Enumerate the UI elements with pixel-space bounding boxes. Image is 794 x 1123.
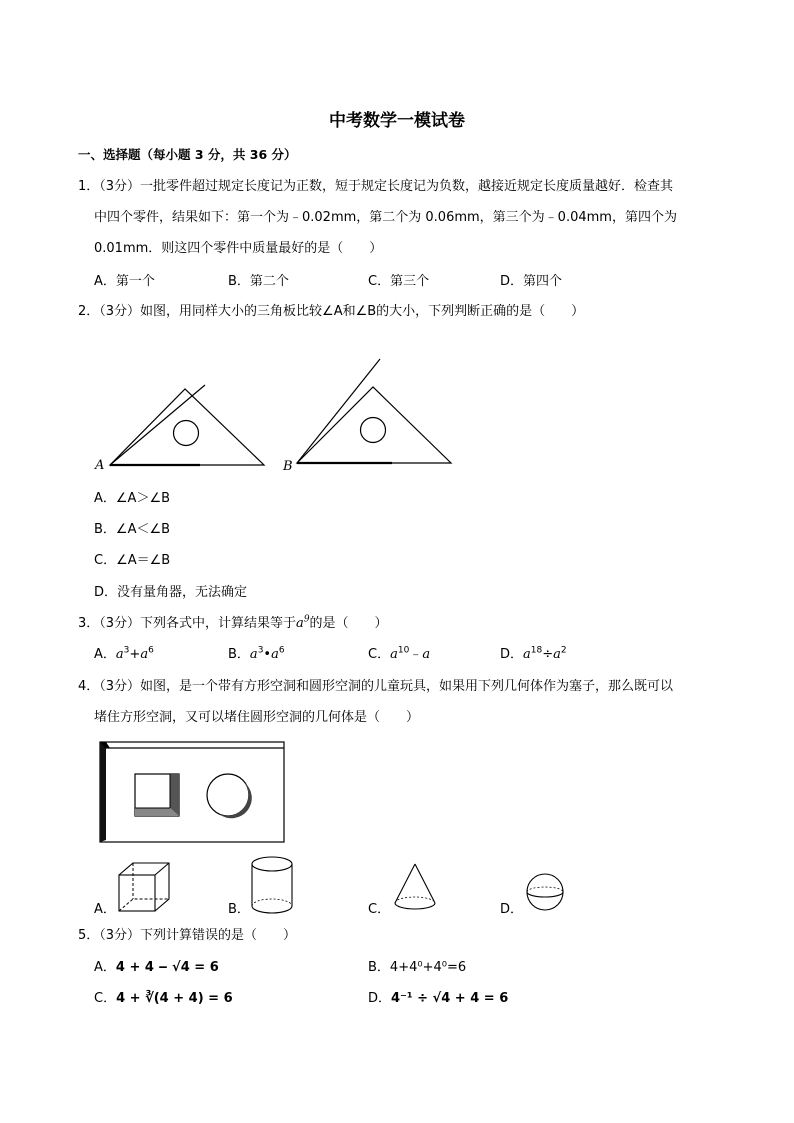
term-base: a	[553, 647, 561, 662]
question-1-line-3: 0.01mm．则这四个零件中质量最好的是（ ）	[94, 241, 383, 256]
question-3-stem-text: 3．（3分）下列各式中，计算结果等于	[78, 616, 297, 631]
term-exp: 3	[257, 645, 264, 656]
math-expression: 4⁻¹ ÷ √4 + 4 = 6	[391, 991, 509, 1006]
operator: •	[263, 647, 272, 662]
question-3-base: a	[296, 616, 304, 631]
math-expression: 4 + ∛(4 + 4) = 6	[116, 991, 233, 1006]
label-b: B	[283, 459, 293, 474]
question-3-stem-end: 的是（ ）	[309, 616, 388, 631]
question-2-stem: 2．（3分）如图，用同样大小的三角板比较∠A和∠B的大小，下列判断正确的是（ ）	[78, 304, 585, 319]
term-base: a	[249, 647, 258, 662]
question-1-line-2: 中四个零件，结果如下：第一个为﹣0.02mm，第二个为 0.06mm，第三个为﹣0.04mm，第四个为	[94, 210, 677, 225]
question-4-option-b[interactable]: B．	[228, 902, 250, 917]
question-1-option-c[interactable]: C．第三个	[368, 274, 430, 289]
question-1-line-1: 1．（3分）一批零件超过规定长度记为正数，短于规定长度记为负数，越接近规定长度质量越好．检查其	[78, 179, 674, 194]
operator: ÷	[542, 647, 554, 662]
option-letter: B．	[228, 647, 250, 662]
term-base: a	[115, 647, 124, 662]
option-letter: C．	[94, 991, 117, 1006]
term-exp: 18	[530, 645, 543, 656]
option-letter: D．	[500, 647, 524, 662]
option-letter: A．	[94, 960, 116, 975]
question-5-option-c[interactable]	[94, 987, 233, 1006]
term-exp: 6	[148, 645, 154, 656]
term-base: a	[271, 647, 279, 662]
question-4-line-2: 堵住方形空洞，又可以堵住圆形空洞的几何体是（ ）	[94, 710, 420, 725]
sphere-icon	[527, 874, 563, 910]
term-exp: 10	[397, 645, 410, 656]
question-4-option-a[interactable]: A．	[94, 902, 116, 917]
question-2-option-a[interactable]: A．∠A＞∠B	[94, 491, 171, 506]
term-base: a	[140, 647, 149, 662]
question-1-option-b[interactable]: B．第二个	[228, 274, 289, 289]
option-letter: C．	[368, 647, 391, 662]
label-a: A	[95, 458, 105, 473]
question-3-exp: 9	[303, 614, 310, 625]
term-exp: 3	[123, 645, 130, 656]
option-letter: A．	[94, 647, 116, 662]
cylinder-icon	[252, 857, 292, 913]
question-5-option-b[interactable]	[368, 956, 466, 975]
cube-icon	[119, 863, 169, 911]
term-base: a	[422, 647, 431, 662]
math-expression: 4+4⁰+4⁰=6	[389, 960, 467, 975]
question-2-option-d[interactable]: D．没有量角器，无法确定	[94, 585, 248, 600]
term-exp: 2	[560, 645, 567, 656]
question-4-option-d[interactable]: D．	[500, 902, 524, 917]
term-exp: 6	[278, 645, 285, 656]
question-2-option-c[interactable]: C．∠A＝∠B	[94, 553, 171, 568]
question-4-line-1: 4．（3分）如图，是一个带有方形空洞和圆形空洞的儿童玩具，如果用下列几何体作为塞子，那么既可以	[78, 679, 674, 694]
operator: ﹣	[409, 647, 423, 662]
page-title: 中考数学一模试卷	[329, 111, 465, 131]
option-letter: D．	[368, 991, 392, 1006]
question-5-stem: 5．（3分）下列计算错误的是（ ）	[78, 928, 297, 943]
question-5-option-a[interactable]	[94, 956, 219, 975]
question-2-option-b[interactable]: B．∠A＜∠B	[94, 522, 171, 537]
operator: +	[129, 647, 141, 662]
section-heading: 一、选择题（每小题 3 分，共 36 分）	[78, 147, 297, 162]
term-base: a	[390, 647, 398, 662]
option-letter: B．	[368, 960, 390, 975]
cone-icon	[395, 864, 435, 909]
question-5-option-d[interactable]	[368, 987, 508, 1006]
question-1-option-a[interactable]: A．第一个	[94, 274, 155, 289]
math-expression: 4 + 4 ‒ √4 = 6	[115, 960, 219, 975]
question-1-option-d[interactable]: D．第四个	[500, 274, 563, 289]
term-base: a	[523, 647, 531, 662]
question-4-option-c[interactable]: C．	[368, 902, 391, 917]
